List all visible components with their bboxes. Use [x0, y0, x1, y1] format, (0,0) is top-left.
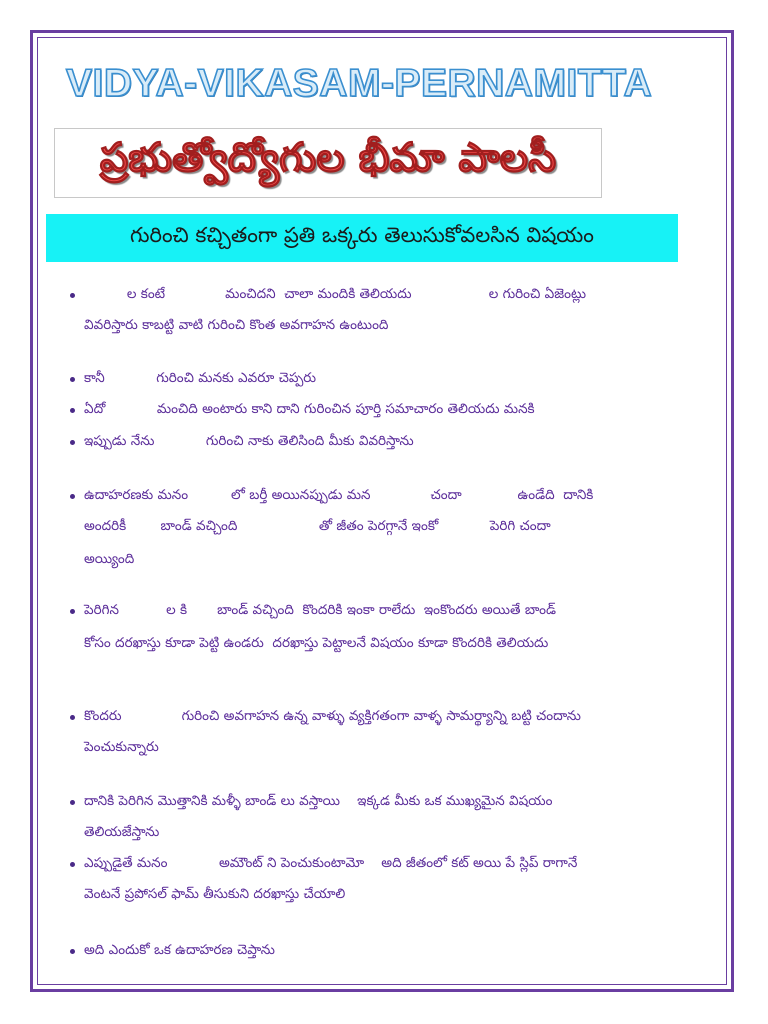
list-item-line: అయ్యింది	[84, 551, 135, 567]
list-item-line: కొందరు గురించి అవగాహన ఉన్న వాళ్ళు వ్యక్తిగతంగా వాళ్ళ సామర్థ్యాన్ని బట్టి చందాను	[84, 708, 581, 724]
bullet-icon	[70, 494, 75, 499]
list-item-line: అందరికీ బాండ్ వచ్చింది తో జీతం పెరగ్గానే ఇంకో పెరిగి చందా	[84, 518, 551, 534]
list-item-line: తెలియజేస్తాను	[84, 824, 160, 840]
list-item-line: ఏదో మంచిది అంటారు కాని దాని గురించిన పూర్తి సమాచారం తెలియదు మనకి	[84, 401, 535, 417]
banner-text: గురించి కచ్చితంగా ప్రతి ఒక్కరు తెలుసుకోవలసిన విషయం	[130, 223, 594, 247]
list-item-line: పెరిగిన ల కి బాండ్ వచ్చింది కొందరికి ఇంకా రాలేదు ఇంకొందరు అయితే బాండ్	[84, 602, 556, 618]
bullet-icon	[70, 440, 75, 445]
list-item-line: కానీ గురించి మనకు ఎవరూ చెప్పరు	[84, 370, 316, 386]
page-title: VIDYA-VIKASAM-PERNAMITTA	[66, 62, 653, 105]
list-item-line: ఎప్పుడైతే మనం అమౌంట్ ని పెంచుకుంటామో అది జీతంలో కట్ అయి పే స్లిప్ రాగానే	[84, 855, 578, 871]
bullet-icon	[70, 715, 75, 720]
list-item-line: వెంటనే ప్రపోసల్ ఫామ్ తీసుకుని దరఖాస్తు చేయాలి	[84, 886, 346, 902]
bullet-icon	[70, 800, 75, 805]
bullet-icon	[70, 377, 75, 382]
policy-title: ప్రభుత్వోద్యోగుల భీమా పాలసీ	[99, 135, 557, 181]
bullet-icon	[70, 609, 75, 614]
bullet-icon	[70, 862, 75, 867]
list-item-line: వివరిస్తారు కాబట్టి వాటి గురించి కొంత అవగాహన ఉంటుంది	[84, 317, 389, 333]
list-item-line: ల కంటే మంచిదని చాలా మందికి తెలియదు ల గురించి ఏజెంట్లు	[84, 286, 587, 302]
bullet-icon	[70, 293, 75, 298]
list-item-line: పెంచుకున్నారు	[84, 739, 159, 755]
list-item-line: కోసం దరఖాస్తు కూడా పెట్టి ఉండరు దరఖాస్తు పెట్టాలనే విషయం కూడా కొందరికి తెలియదు	[84, 635, 549, 651]
list-item-line: ఉదాహరణకు మనం లో బర్తీ అయినప్పుడు మన చందా ఉండేది దానికి	[84, 487, 594, 503]
bullet-icon	[70, 408, 75, 413]
list-item-line: ఇప్పుడు నేను గురించి నాకు తెలిసింది మీకు వివరిస్తాను	[84, 433, 414, 449]
list-item-line: దానికి పెరిగిన మొత్తానికి మళ్ళీ బాండ్ లు వస్తాయి ఇక్కడ మీకు ఒక ముఖ్యమైన విషయం	[84, 793, 553, 809]
bullet-icon	[70, 949, 75, 954]
list-item-line: అది ఎందుకో ఒక ఉదాహరణ చెప్తాను	[84, 942, 275, 958]
